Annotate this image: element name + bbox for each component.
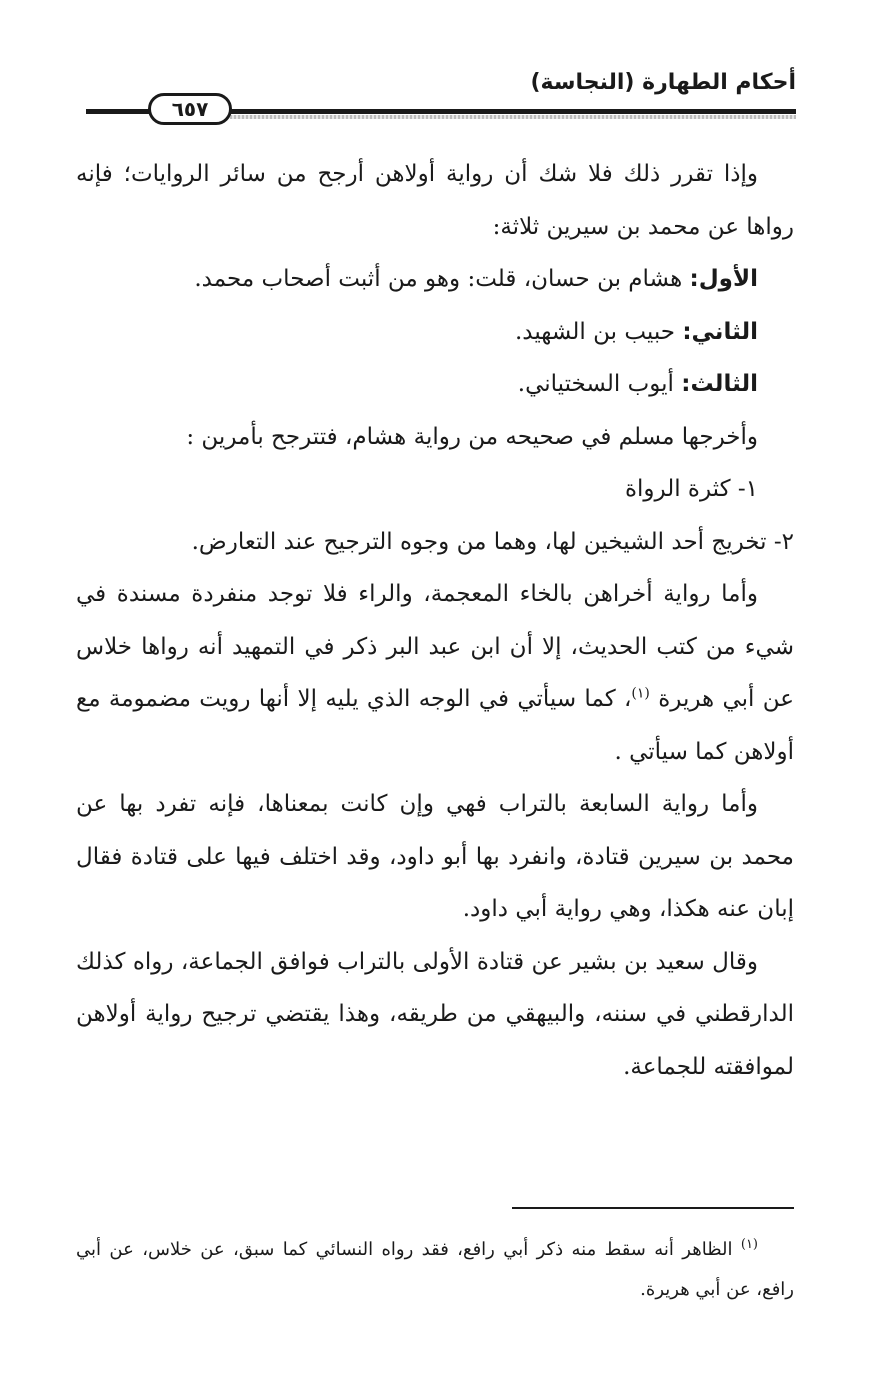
page-header (86, 66, 796, 126)
narrator-item-1 (76, 253, 794, 306)
list-item-2: ٢- تخريج أحد الشيخين لها، وهما من وجوه الترجيح عند التعارض. (191, 528, 794, 555)
paragraph-muslim: وأخرجها مسلم في صحيحه من رواية هشام، فتترجح بأمرين : (186, 423, 758, 450)
item-term: الأول: (689, 266, 758, 292)
paragraph-text: وأما رواية أخراهن بالخاء المعجمة، والراء فلا توجد منفردة مسندة في شيء من كتب الحديث، إلا أن ابن عبد البر ذكر في التمهيد أنه رواها خلاس عن أبي هريرة (76, 581, 794, 712)
item-text: هشام بن حسان، قلت: وهو من أثبت أصحاب محمد. (194, 266, 683, 292)
item-text: أيوب السختياني. (517, 371, 674, 397)
main-text (76, 148, 794, 1093)
footnote-text: الظاهر أنه سقط منه ذكر أبي رافع، فقد رواه النسائي كما سبق، عن خلاس، عن أبي رافع، عن أبي هريرة. (76, 1239, 794, 1300)
paragraph-sabiah: وأما رواية السابعة بالتراب فهي وإن كانت بمعناها، فإنه تفرد بها عن محمد بن سيرين قتادة، وانفرد بها أبو داود، وقد اختلف فيها على قتادة فقال إبان عنه هكذا، وهي رواية أبي داود. (76, 791, 794, 922)
item-term: الثاني: (682, 318, 758, 345)
footnote-mark: (١) (740, 1237, 758, 1252)
footnote-reference[interactable]: (١) (631, 685, 650, 702)
item-text: حبيب بن الشهيد. (514, 318, 676, 345)
running-title: أحكام الطهارة (النجاسة) (530, 70, 796, 95)
item-term: الثالث: (681, 371, 758, 397)
paragraph-intro: وإذا تقرر ذلك فلا شك أن رواية أولاهن أرجح من سائر الروايات؛ فإنه رواها عن محمد بن سيرين ثلاثة: (76, 161, 794, 240)
paragraph-said: وقال سعيد بن بشير عن قتادة الأولى بالتراب فوافق الجماعة، رواه كذلك الدارقطني في سننه، والبيهقي من طريقه، وهذا يقتضي ترجيح رواية أولاهن لموافقته للجماعة. (76, 948, 794, 1080)
list-item-1: ١- كثرة الرواة (624, 476, 758, 502)
paragraph-text: ، كما سيأتي في الوجه الذي يليه إلا أنها رويت مضمومة مع أولاهن كما سيأتي . (76, 686, 794, 765)
footnote-section (76, 1230, 794, 1310)
footnote-separator (512, 1207, 794, 1209)
narrator-item-2 (76, 306, 794, 359)
footnote-1 (76, 1230, 794, 1310)
narrator-item-3 (76, 358, 794, 411)
header-rule-shadow (230, 115, 796, 119)
page-number: ٦٥٧ (148, 93, 232, 125)
paragraph-ukhrahun (76, 568, 794, 778)
